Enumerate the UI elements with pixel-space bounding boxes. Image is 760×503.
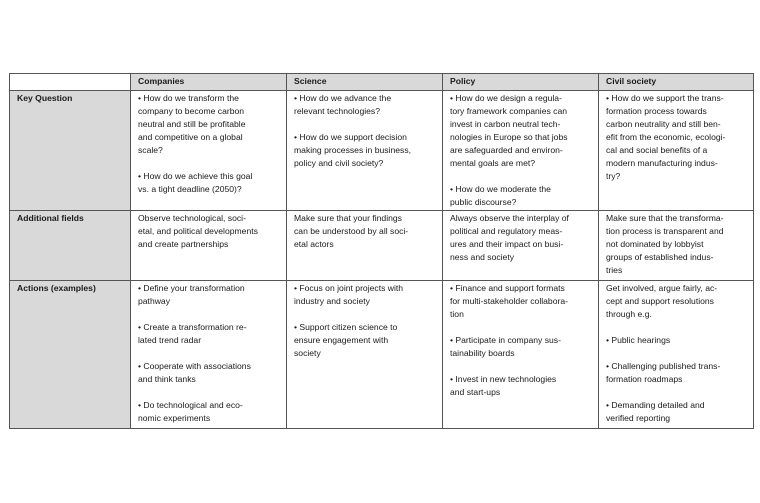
cell-paragraph: • How do we transform the company to become carbon neutral and still be profitable and competitive on a global scale? bbox=[138, 93, 246, 155]
header-row bbox=[10, 74, 754, 91]
row-header-additional-fields: Additional fields bbox=[10, 211, 131, 281]
cell-paragraph: • Cooperate with associations and think tanks bbox=[138, 361, 251, 384]
cell-additional-fields-science bbox=[287, 211, 443, 281]
cell-paragraph: • Participate in company sus- tainability boards bbox=[450, 335, 561, 358]
cell-paragraph: • How do we advance the relevant technologies? bbox=[294, 93, 392, 116]
cell-paragraph: • Support citizen science to ensure engagement with society bbox=[294, 322, 398, 358]
cell-paragraph: • Public hearings bbox=[606, 335, 671, 345]
cell-key-question-policy bbox=[443, 91, 599, 211]
cell-actions-science bbox=[287, 281, 443, 429]
cell-paragraph: • Finance and support formats for multi-stakeholder collabora- tion bbox=[450, 283, 568, 319]
table-row-actions bbox=[10, 281, 754, 429]
cell-key-question-science bbox=[287, 91, 443, 211]
cell-paragraph: • How do we support the trans- formation process towards carbon neutrality and still ben- efit from the economic, ecologi- cal and social benefits of a modern manufacturing indus- try? bbox=[606, 93, 726, 181]
stakeholder-table bbox=[9, 73, 754, 429]
corner-cell bbox=[10, 74, 131, 91]
cell-paragraph: • Focus on joint projects with industry and society bbox=[294, 283, 404, 306]
cell-paragraph: Observe technological, soci- etal, and political developments and create partnerships bbox=[138, 213, 258, 249]
cell-paragraph: • Define your transformation pathway bbox=[138, 283, 245, 306]
cell-actions-companies bbox=[131, 281, 287, 429]
cell-key-question-civil-society bbox=[599, 91, 754, 211]
table-row-key-question bbox=[10, 91, 754, 211]
cell-paragraph: Always observe the interplay of political and regulatory meas- ures and their impact on busi- ness and society bbox=[450, 213, 569, 262]
cell-paragraph: Make sure that the transforma- tion process is transparent and not dominated by lobbyist groups of established indus- tries bbox=[606, 213, 724, 275]
cell-paragraph: • How do we support decision making processes in business, policy and civil society? bbox=[294, 132, 412, 168]
cell-paragraph: • Challenging published trans- formation roadmaps bbox=[606, 361, 721, 384]
cell-additional-fields-policy bbox=[443, 211, 599, 281]
cell-paragraph: • How do we achieve this goal vs. a tight deadline (2050)? bbox=[138, 171, 253, 194]
column-header-companies: Companies bbox=[131, 74, 287, 91]
table-row-additional-fields bbox=[10, 211, 754, 281]
row-header-key-question: Key Question bbox=[10, 91, 131, 211]
cell-additional-fields-companies bbox=[131, 211, 287, 281]
column-header-policy: Policy bbox=[443, 74, 599, 91]
cell-paragraph: Get involved, argue fairly, ac- cept and support resolutions through e.g. bbox=[606, 283, 718, 319]
cell-key-question-companies bbox=[131, 91, 287, 211]
cell-additional-fields-civil-society bbox=[599, 211, 754, 281]
column-header-science: Science bbox=[287, 74, 443, 91]
cell-paragraph: Make sure that your findings can be understood by all soci- etal actors bbox=[294, 213, 409, 249]
cell-paragraph: • Demanding detailed and verified reporting bbox=[606, 400, 705, 423]
column-header-civil-society: Civil society bbox=[599, 74, 754, 91]
cell-paragraph: • Invest in new technologies and start-ups bbox=[450, 374, 557, 397]
row-header-actions: Actions (examples) bbox=[10, 281, 131, 429]
cell-actions-policy bbox=[443, 281, 599, 429]
cell-actions-civil-society bbox=[599, 281, 754, 429]
cell-paragraph: • Do technological and eco- nomic experiments bbox=[138, 400, 243, 423]
cell-paragraph: • How do we moderate the public discourse? bbox=[450, 184, 551, 207]
cell-paragraph: • How do we design a regula- tory framework companies can invest in carbon neutral tech- nologies in Europe so that jobs are safeguarded and environ- mental goals are met? bbox=[450, 93, 568, 168]
cell-paragraph: • Create a transformation re- lated trend radar bbox=[138, 322, 247, 345]
